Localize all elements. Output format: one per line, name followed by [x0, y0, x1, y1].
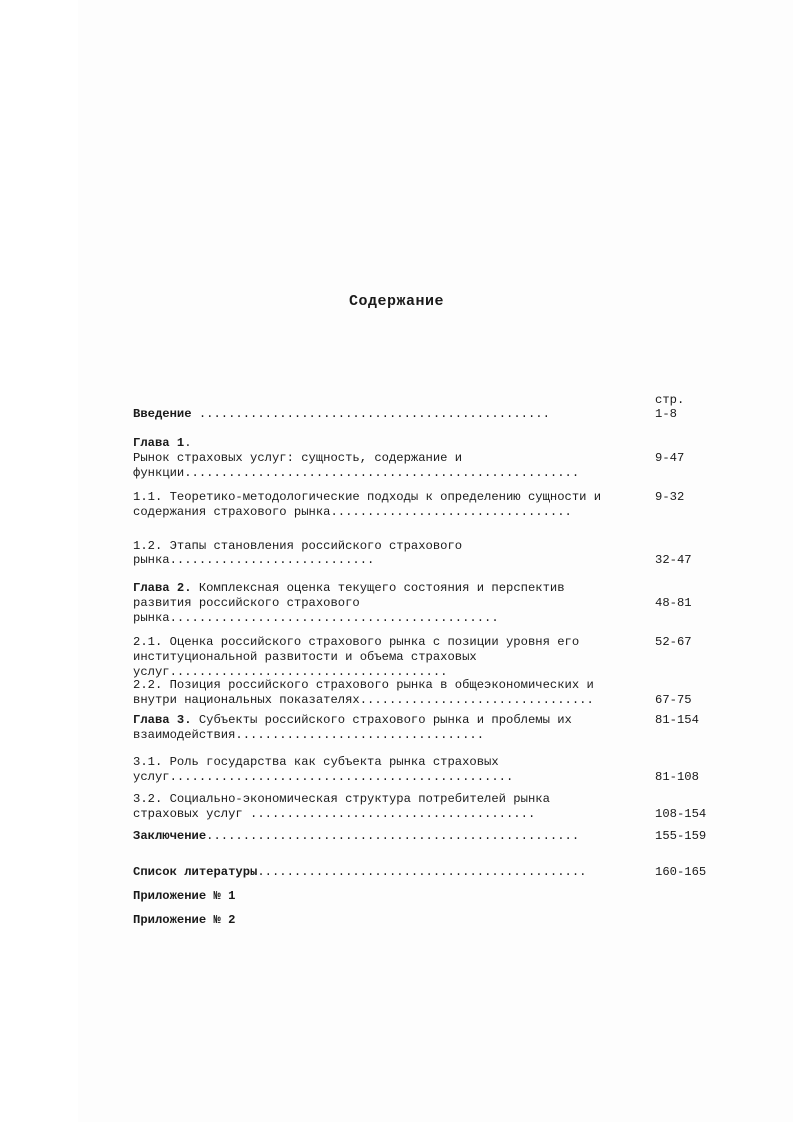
toc-text: институциональной развитости и объема страховых [133, 650, 477, 664]
toc-heading: Глава 2. [133, 581, 192, 595]
toc-line [133, 755, 499, 769]
toc-text: услуг...................................... [133, 665, 448, 679]
toc-line [133, 611, 499, 625]
toc-heading: Приложение № 2 [133, 913, 236, 927]
toc-text: 3.2. Социально-экономическая структура потребителей рынка [133, 792, 550, 806]
toc-line [133, 829, 579, 843]
toc-text: услуг............................................... [133, 770, 514, 784]
toc-line [133, 451, 462, 465]
toc-line [133, 635, 579, 649]
toc-text: 3.1. Роль государства как субъекта рынка страховых [133, 755, 499, 769]
toc-line [133, 490, 601, 504]
toc-line [133, 407, 550, 421]
toc-line [133, 650, 477, 664]
toc-text: рынка............................................. [133, 611, 499, 625]
toc-heading: Введение [133, 407, 192, 421]
toc-text: 1.2. Этапы становления российского страхового [133, 539, 463, 553]
toc-page-range: 108-154 [655, 807, 707, 821]
toc-text: 2.2. Позиция российского страхового рынка в общеэкономических и [133, 678, 594, 692]
toc-line [133, 807, 535, 821]
toc-text: ................................................ [191, 407, 550, 421]
toc-line [133, 436, 192, 450]
toc-text: рынка............................ [133, 553, 375, 567]
toc-line [133, 678, 594, 692]
toc-heading: Список литературы [133, 865, 258, 879]
toc-text: . [184, 436, 192, 450]
toc-text: Комплексная оценка текущего состояния и перспектив [191, 581, 565, 595]
toc-text: внутри национальных показателях................................ [133, 693, 594, 707]
toc-line [133, 728, 484, 742]
toc-text: ................................................... [206, 829, 580, 843]
toc-page-range: 81-108 [655, 770, 699, 784]
toc-line [133, 665, 448, 679]
toc-page-range: 1-8 [655, 407, 677, 421]
toc-text: развития российского страхового [133, 596, 360, 610]
toc-line [133, 693, 594, 707]
toc-line [133, 581, 565, 595]
toc-text: функции...................................................... [133, 466, 580, 480]
toc-text: 2.1. Оценка российского страхового рынка с позиции уровня его [133, 635, 580, 649]
toc-text: страховых услуг ....................................... [133, 807, 536, 821]
toc-text: взаимодействия.................................. [133, 728, 485, 742]
toc-text: содержания страхового рынка................................. [133, 505, 572, 519]
toc-line [133, 539, 462, 553]
toc-page-range: 155-159 [655, 829, 707, 843]
toc-text: Субъекты российского страхового рынка и проблемы их [191, 713, 572, 727]
toc-heading: Глава 3. [133, 713, 192, 727]
toc-line [133, 889, 235, 903]
toc-line [133, 596, 360, 610]
page-title: Содержание [348, 293, 444, 310]
toc-text: 1.1. Теоретико-методологические подходы к определению сущности и [133, 490, 602, 504]
page-column-label: стр. [655, 393, 685, 407]
toc-line [133, 770, 513, 784]
toc-heading: Заключение [133, 829, 207, 843]
toc-line [133, 792, 550, 806]
toc-page-range: 32-47 [655, 553, 692, 567]
toc-text: Рынок страховых услуг: сущность, содержание и [133, 451, 463, 465]
toc-heading: Глава 1 [133, 436, 185, 450]
toc-page-range: 48-81 [655, 596, 692, 610]
toc-line [133, 553, 374, 567]
toc-page-range: 9-32 [655, 490, 685, 504]
toc-page-range: 9-47 [655, 451, 685, 465]
toc-line [133, 505, 572, 519]
toc-line [133, 466, 579, 480]
toc-line [133, 865, 586, 879]
toc-line [133, 913, 235, 927]
toc-page-range: 67-75 [655, 693, 692, 707]
toc-page-range: 81-154 [655, 713, 699, 727]
toc-page-range: 160-165 [655, 865, 707, 879]
toc-text: ............................................. [257, 865, 587, 879]
toc-heading: Приложение № 1 [133, 889, 236, 903]
toc-line [133, 713, 572, 727]
toc-page-range: 52-67 [655, 635, 692, 649]
